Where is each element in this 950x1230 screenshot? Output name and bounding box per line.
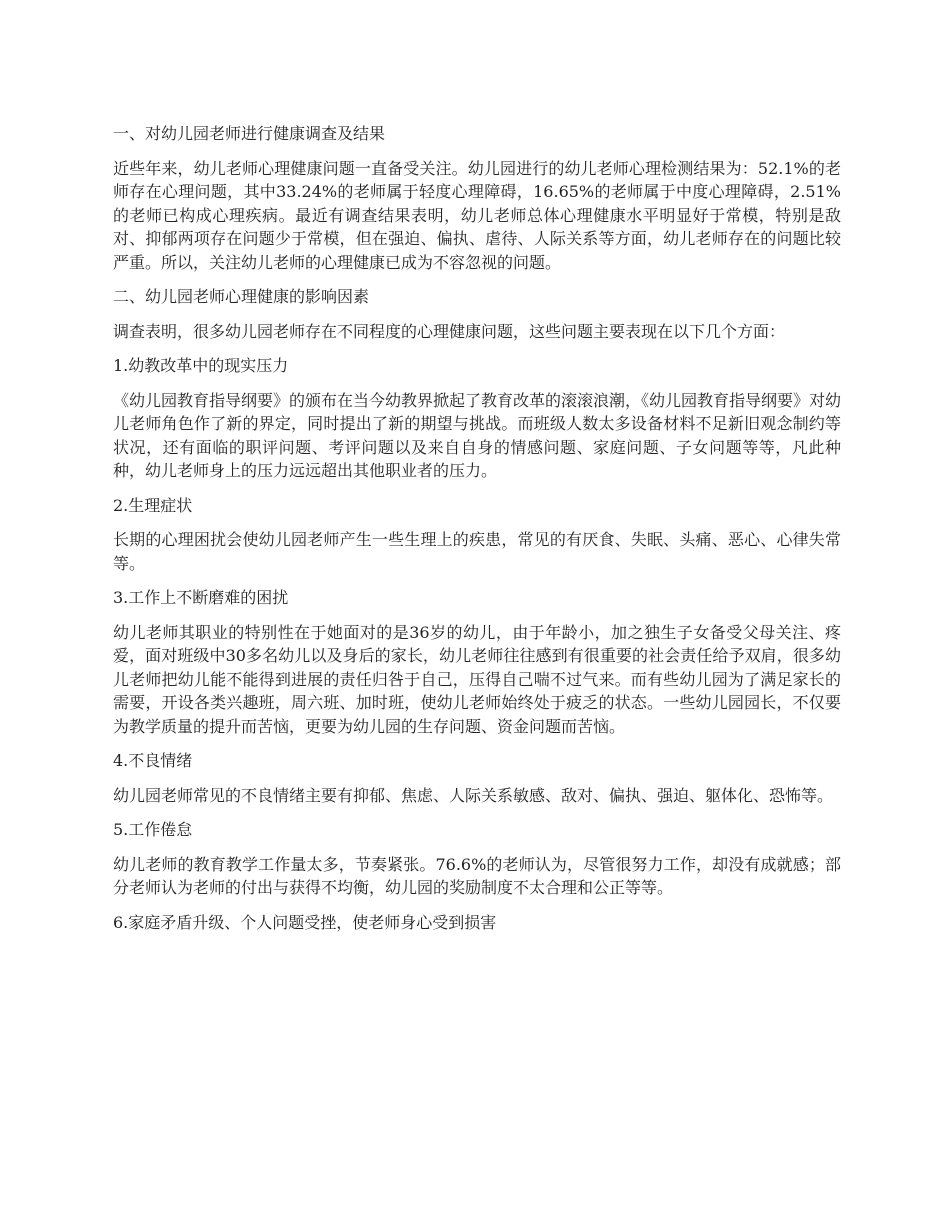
subsection-heading: 3.工作上不断磨难的困扰 bbox=[113, 588, 289, 607]
paragraph: 幼儿老师的教育教学工作量太多，节奏紧张。76.6%的老师认为，尽管很努力工作，却没有成就感；部分老师认为老师的付出与获得不均衡，幼儿园的奖励制度不太合理和公正等等。 bbox=[113, 854, 841, 897]
subsection-heading: 5.工作倦怠 bbox=[113, 820, 193, 839]
section-heading: 一、对幼儿园老师进行健康调查及结果 bbox=[113, 124, 386, 143]
paragraph: 幼儿老师其职业的特别性在于她面对的是36岁的幼儿，由于年龄小，加之独生子女备受父母关注、疼爱，面对班级中30多名幼儿以及身后的家长，幼儿老师往往感到有很重要的社会责任给予双肩，很多幼儿老师把幼儿能不能得到进展的责任归咎于自己，压得自己喘不过气来。而有些幼儿园为了满足家长的需要，开设各类兴趣班，周六班、加时班，使幼儿老师始终处于疲乏的状态。一些幼儿园园长，不仅要为教学质量的提升而苦恼，更要为幼儿园的生存问题、资金问题而苦恼。 bbox=[113, 622, 841, 736]
subsection-heading: 4.不良情绪 bbox=[113, 751, 193, 770]
subsection-heading: 1.幼教改革中的现实压力 bbox=[113, 356, 289, 375]
paragraph: 幼儿园老师常见的不良情绪主要有抑郁、焦虑、人际关系敏感、敌对、偏执、强迫、躯体化、恐怖等。 bbox=[113, 785, 834, 805]
paragraph: 近些年来，幼儿老师心理健康问题一直备受关注。幼儿园进行的幼儿老师心理检测结果为：52.1%的老师存在心理问题，其中33.24%的老师属于轻度心理障碍，16.65%的老师属于中度心理障碍，2.51%的老师已构成心理疾病。最近有调查结果表明，幼儿老师总体心理健康水平明显好于常模，特别是敌对、抑郁两项存在问题少于常模，但在强迫、偏执、虐待、人际关系等方面，幼儿老师存在的问题比较严重。所以，关注幼儿老师的心理健康已成为不容忽视的问题。 bbox=[113, 158, 841, 272]
paragraph: 调查表明，很多幼儿园老师存在不同程度的心理健康问题，这些问题主要表现在以下几个方面： bbox=[113, 321, 786, 341]
paragraph: 《幼儿园教育指导纲要》的颁布在当今幼教界掀起了教育改革的滚滚浪潮，《幼儿园教育指导纲要》对幼儿老师角色作了新的界定，同时提出了新的期望与挑战。而班级人数太多设备材料不足新旧观念制约等状况，还有面临的职评问题、考评问题以及来自自身的情感问题、家庭问题、子女问题等等，凡此种种，幼儿老师身上的压力远远超出其他职业者的压力。 bbox=[113, 390, 842, 480]
subsection-heading: 2.生理症状 bbox=[113, 495, 193, 515]
paragraph: 长期的心理困扰会使幼儿园老师产生一些生理上的疾患，常见的有厌食、失眠、头痛、恶心、心律失常等。 bbox=[113, 530, 841, 573]
subsection-heading: 6.家庭矛盾升级、个人问题受挫，使老师身心受到损害 bbox=[113, 912, 497, 932]
section-heading: 二、幼儿园老师心理健康的影响因素 bbox=[113, 287, 370, 306]
document-page bbox=[113, 122, 841, 945]
